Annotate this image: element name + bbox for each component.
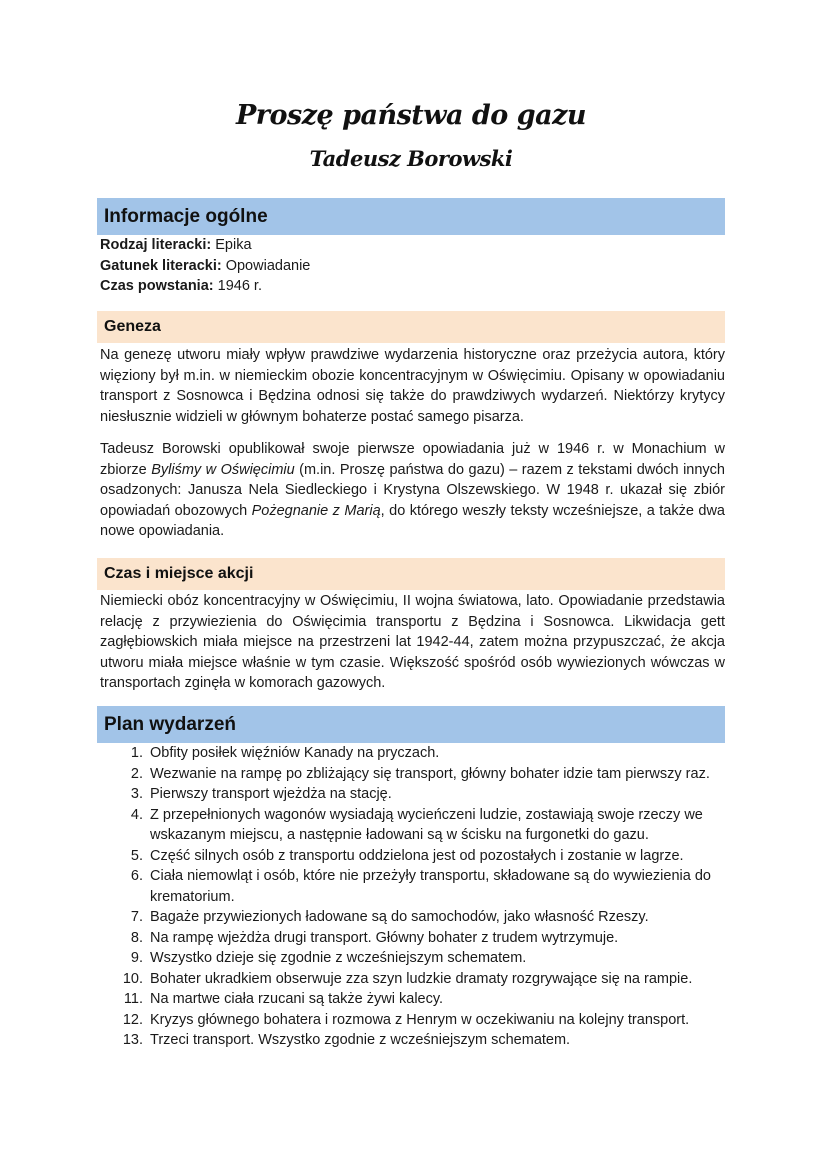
geneza-p2-part-a: Tadeusz Borowski opublikował swoje pierwsze opowiadania już w 1946 r. w Monachium w zbiorze [100, 441, 725, 478]
plan-section [97, 706, 725, 1051]
plan-item-number: 10. [122, 970, 143, 987]
plan-item-number: 2. [130, 765, 143, 782]
plan-item [97, 866, 725, 907]
plan-item-number: 11. [123, 991, 143, 1007]
geneza-p2-part-b: (m.in. Proszę państwa do gazu) – razem z tekstami dwóch innych osadzonych: Janusza Nela Siedleckiego i Krystyna Olszewskiego. W 1948 r. ukazał się zbiór opowiadań obozowych [100, 461, 726, 519]
plan-item-number: 12. [122, 1011, 143, 1028]
plan-item-text: Obfity posiłek więźniów Kanady na pryczach. [150, 745, 440, 761]
geneza-p2-part-c: , do którego weszły teksty wcześniejsze, a także dwa nowe opowiadania. [100, 502, 725, 539]
geneza-p2-italic-1: Byliśmy w Oświęcimiu [151, 461, 295, 478]
info-gatunek [100, 256, 725, 277]
plan-item-text: Wezwanie na rampę po zbliżający się transport, główny bohater idzie tam pierwszy raz. [150, 765, 710, 782]
info-heading: Informacje ogólne [97, 198, 725, 235]
plan-item-number: 6. [130, 868, 143, 884]
plan-item-text: Z przepełnionych wagonów wysiadają wycieńczeni ludzie, zostawiają swoje rzeczy we wskazanym miejscu, a następnie ładowani są w ścisku na furgonetki do gazu. [150, 806, 703, 843]
czas-miejsce-section [97, 558, 725, 694]
geneza-heading: Geneza [97, 311, 725, 343]
plan-item-number: 5. [130, 847, 143, 864]
info-czas-value: 1946 r. [217, 278, 262, 294]
plan-item [97, 1010, 725, 1031]
geneza-paragraph-1: Na genezę utworu miały wpływ prawdziwe wydarzenia historyczne oraz przeżycia autora, który więziony był m.in. w niemieckim obozie koncentracyjnym w Oświęcimiu. Opisany w opowiadaniu transport z Sosnowca i Będzina odnosi się także do prawdziwych wydarzeń. Niektórzy krytycy niesłusznie widzieli w głównym bohaterze postać samego pisarza. [100, 347, 725, 425]
plan-item-number: 4. [130, 806, 143, 823]
plan-item [97, 928, 725, 949]
plan-item-text: Trzeci transport. Wszystko zgodnie z wcześniejszym schematem. [150, 1032, 571, 1048]
czas-miejsce-paragraph: Niemiecki obóz koncentracyjny w Oświęcimiu, II wojna światowa, lato. Opowiadanie przedstawia relację z przywiezienia do Oświęcimia transportu z Będzina i Sosnowca. Likwidacja gett zagłębiowskich miała miejsce na przestrzeni lat 1942-44, zatem można przypuszczać, że akcja utworu miała miejsce właśnie w tym czasie. Większość spośród osób wywiezionych wówczas w transportach zginęła w komorach gazowych. [100, 593, 725, 691]
plan-item-text: Na rampę wjeżdża drugi transport. Główny bohater z trudem wytrzymuje. [150, 929, 619, 946]
plan-item [97, 989, 725, 1010]
plan-item [97, 969, 725, 990]
plan-item [97, 1030, 725, 1051]
info-rodzaj-label: Rodzaj literacki: [100, 237, 212, 253]
plan-item-text: Kryzys głównego bohatera i rozmowa z Henrym w oczekiwaniu na kolejny transport. [150, 1011, 690, 1028]
document-author: Tadeusz Borowski [309, 146, 513, 171]
plan-heading: Plan wydarzeń [97, 706, 725, 743]
plan-item-text: Na martwe ciała rzucani są także żywi kalecy. [150, 991, 444, 1007]
plan-item [97, 907, 725, 928]
info-rodzaj-value: Epika [215, 237, 252, 253]
plan-item-text: Część silnych osób z transportu oddzielona jest od pozostałych i zostanie w lagrze. [150, 847, 684, 864]
geneza-p2-italic-2: Pożegnanie z Marią [251, 502, 381, 519]
plan-item [97, 948, 725, 969]
plan-item-text: Ciała niemowląt i osób, które nie przeżyły transportu, składowane są do wywiezienia do krematorium. [150, 868, 711, 905]
plan-item-text: Pierwszy transport wjeżdża na stację. [150, 786, 392, 802]
czas-miejsce-heading: Czas i miejsce akcji [97, 558, 725, 590]
plan-item [97, 846, 725, 867]
plan-item-text: Wszystko dzieje się zgodnie z wcześniejszym schematem. [150, 950, 527, 966]
info-czas [100, 276, 725, 297]
plan-item-text: Bohater ukradkiem obserwuje zza szyn ludzkie dramaty rozgrywające się na rampie. [150, 970, 693, 987]
plan-item [97, 784, 725, 805]
plan-item-number: 9. [130, 950, 143, 966]
info-section [97, 198, 725, 297]
plan-list [97, 743, 725, 1051]
info-czas-label: Czas powstania: [100, 278, 214, 294]
info-rodzaj [100, 235, 725, 256]
plan-item-number: 8. [130, 929, 143, 946]
info-gatunek-label: Gatunek literacki: [100, 257, 222, 274]
plan-item [97, 743, 725, 764]
plan-item-number: 7. [130, 909, 143, 925]
plan-item-number: 1. [130, 745, 143, 761]
geneza-section [97, 311, 725, 542]
plan-item-text: Bagaże przywiezionych ładowane są do samochodów, jako własność Rzeszy. [150, 909, 649, 925]
plan-item-number: 3. [130, 786, 143, 802]
document-title: Proszę państwa do gazu [235, 100, 587, 131]
plan-item-number: 13. [122, 1032, 143, 1048]
plan-item [97, 805, 725, 846]
plan-item [97, 764, 725, 785]
info-gatunek-value: Opowiadanie [225, 257, 311, 274]
geneza-paragraph-2 [100, 439, 725, 542]
